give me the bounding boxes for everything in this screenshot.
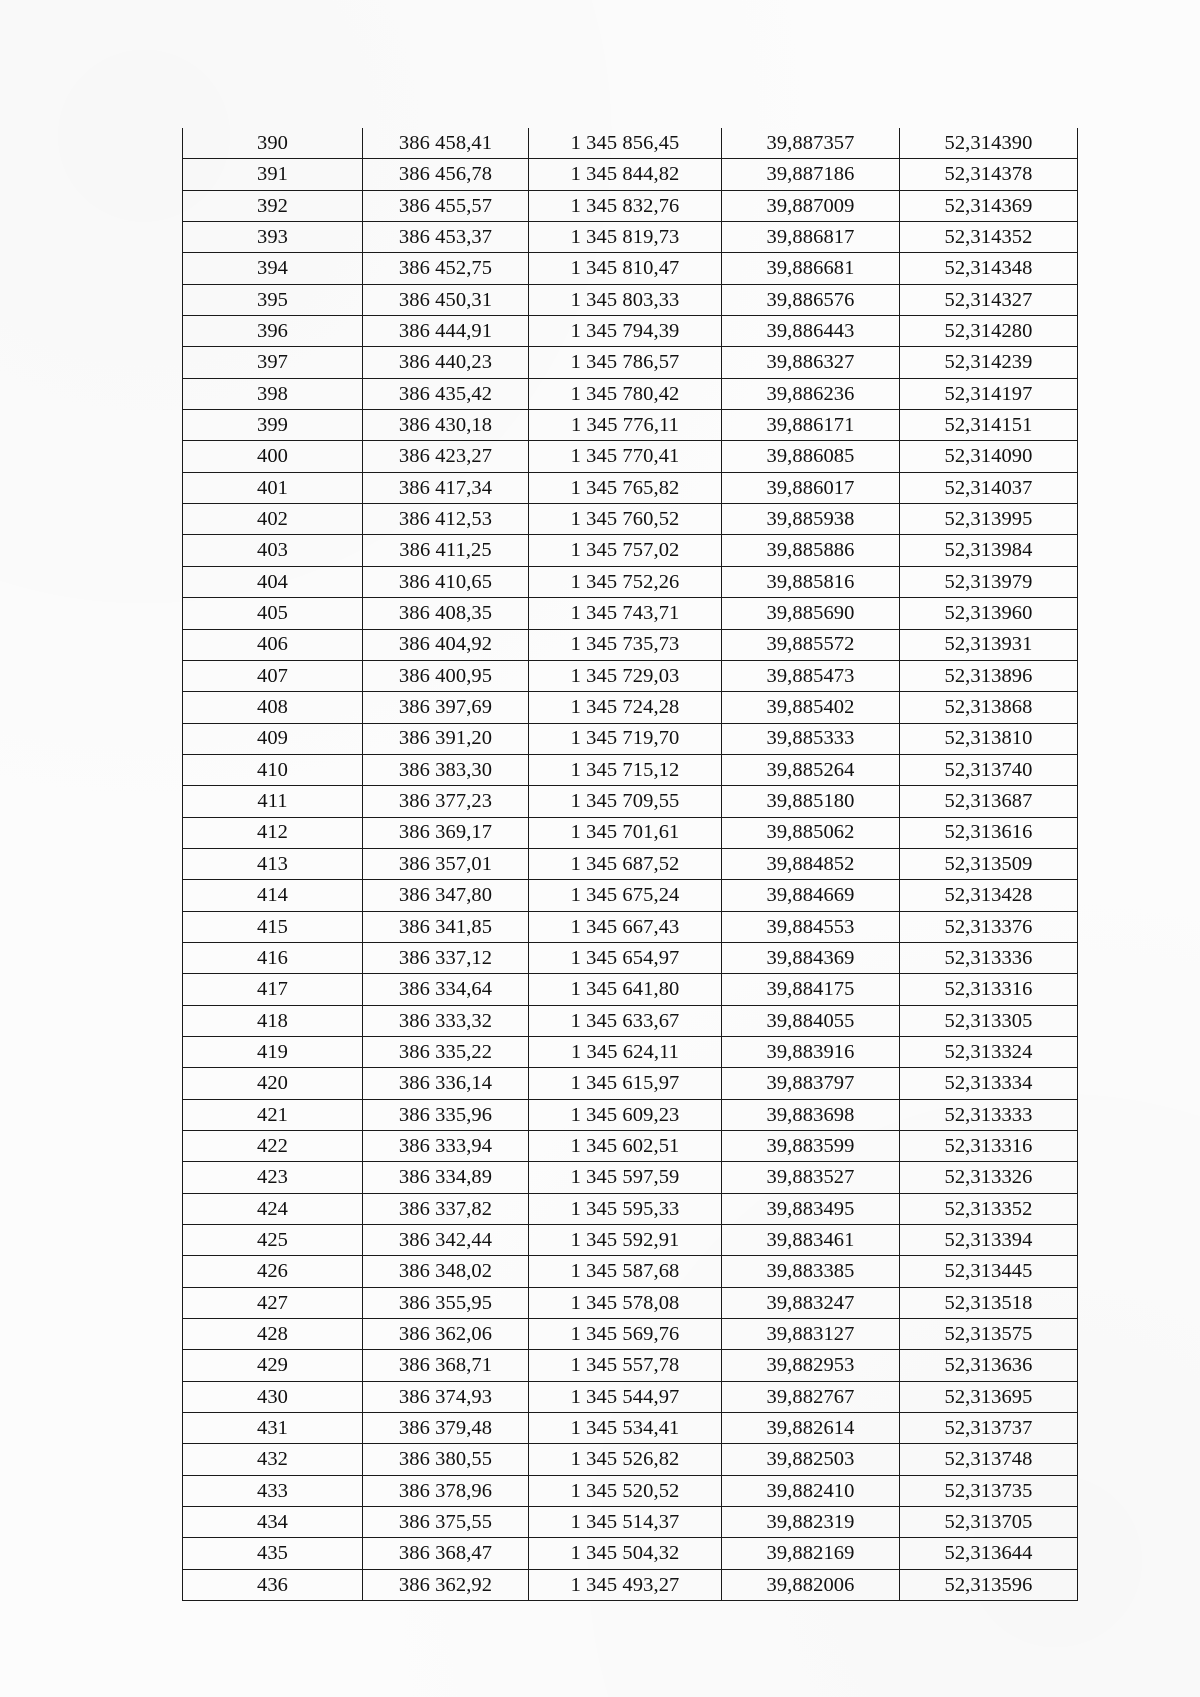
table-row: [183, 253, 1078, 284]
x-coordinate-cell: 386 375,55: [363, 1507, 529, 1538]
table-row: [183, 1444, 1078, 1475]
y-coordinate-cell: 1 345 709,55: [529, 786, 722, 817]
longitude-cell: 39,883127: [722, 1319, 900, 1350]
latitude-cell: 52,314090: [900, 441, 1078, 472]
y-coordinate-cell: 1 345 569,76: [529, 1319, 722, 1350]
y-coordinate-cell: 1 345 724,28: [529, 692, 722, 723]
latitude-cell: 52,313737: [900, 1413, 1078, 1444]
x-coordinate-cell: 386 391,20: [363, 723, 529, 754]
y-coordinate-cell: 1 345 856,45: [529, 128, 722, 159]
table-row: [183, 284, 1078, 315]
x-coordinate-cell: 386 355,95: [363, 1287, 529, 1318]
latitude-cell: 52,313979: [900, 566, 1078, 597]
point-number-cell: 431: [183, 1413, 363, 1444]
longitude-cell: 39,886576: [722, 284, 900, 315]
latitude-cell: 52,313316: [900, 1131, 1078, 1162]
longitude-cell: 39,884553: [722, 911, 900, 942]
x-coordinate-cell: 386 362,06: [363, 1319, 529, 1350]
longitude-cell: 39,886817: [722, 222, 900, 253]
y-coordinate-cell: 1 345 844,82: [529, 159, 722, 190]
y-coordinate-cell: 1 345 715,12: [529, 754, 722, 785]
y-coordinate-cell: 1 345 578,08: [529, 1287, 722, 1318]
latitude-cell: 52,314348: [900, 253, 1078, 284]
longitude-cell: 39,885473: [722, 660, 900, 691]
latitude-cell: 52,313575: [900, 1319, 1078, 1350]
latitude-cell: 52,313518: [900, 1287, 1078, 1318]
table-row: [183, 598, 1078, 629]
point-number-cell: 430: [183, 1381, 363, 1412]
x-coordinate-cell: 386 369,17: [363, 817, 529, 848]
latitude-cell: 52,314327: [900, 284, 1078, 315]
table-row: [183, 1538, 1078, 1569]
longitude-cell: 39,882169: [722, 1538, 900, 1569]
point-number-cell: 394: [183, 253, 363, 284]
longitude-cell: 39,886443: [722, 316, 900, 347]
table-row: [183, 1569, 1078, 1600]
table-row: [183, 222, 1078, 253]
latitude-cell: 52,313509: [900, 848, 1078, 879]
longitude-cell: 39,883698: [722, 1099, 900, 1130]
table-row: [183, 786, 1078, 817]
point-number-cell: 395: [183, 284, 363, 315]
x-coordinate-cell: 386 430,18: [363, 410, 529, 441]
y-coordinate-cell: 1 345 557,78: [529, 1350, 722, 1381]
x-coordinate-cell: 386 455,57: [363, 190, 529, 221]
point-number-cell: 391: [183, 159, 363, 190]
latitude-cell: 52,313596: [900, 1569, 1078, 1600]
latitude-cell: 52,313394: [900, 1225, 1078, 1256]
x-coordinate-cell: 386 335,22: [363, 1036, 529, 1067]
point-number-cell: 417: [183, 974, 363, 1005]
x-coordinate-cell: 386 410,65: [363, 566, 529, 597]
longitude-cell: 39,885886: [722, 535, 900, 566]
latitude-cell: 52,313334: [900, 1068, 1078, 1099]
x-coordinate-cell: 386 335,96: [363, 1099, 529, 1130]
latitude-cell: 52,314280: [900, 316, 1078, 347]
longitude-cell: 39,885938: [722, 504, 900, 535]
y-coordinate-cell: 1 345 587,68: [529, 1256, 722, 1287]
latitude-cell: 52,313324: [900, 1036, 1078, 1067]
latitude-cell: 52,313984: [900, 535, 1078, 566]
table-row: [183, 347, 1078, 378]
table-row: [183, 754, 1078, 785]
longitude-cell: 39,885402: [722, 692, 900, 723]
y-coordinate-cell: 1 345 675,24: [529, 880, 722, 911]
x-coordinate-cell: 386 341,85: [363, 911, 529, 942]
point-number-cell: 416: [183, 942, 363, 973]
y-coordinate-cell: 1 345 520,52: [529, 1475, 722, 1506]
y-coordinate-cell: 1 345 810,47: [529, 253, 722, 284]
point-number-cell: 421: [183, 1099, 363, 1130]
table-row: [183, 974, 1078, 1005]
point-number-cell: 411: [183, 786, 363, 817]
table-row: [183, 1225, 1078, 1256]
point-number-cell: 399: [183, 410, 363, 441]
longitude-cell: 39,887186: [722, 159, 900, 190]
y-coordinate-cell: 1 345 743,71: [529, 598, 722, 629]
x-coordinate-cell: 386 408,35: [363, 598, 529, 629]
table-row: [183, 817, 1078, 848]
longitude-cell: 39,884175: [722, 974, 900, 1005]
y-coordinate-cell: 1 345 701,61: [529, 817, 722, 848]
point-number-cell: 402: [183, 504, 363, 535]
coordinates-table-body: [183, 128, 1078, 1601]
x-coordinate-cell: 386 453,37: [363, 222, 529, 253]
longitude-cell: 39,885062: [722, 817, 900, 848]
table-row: [183, 1256, 1078, 1287]
longitude-cell: 39,886681: [722, 253, 900, 284]
longitude-cell: 39,884852: [722, 848, 900, 879]
x-coordinate-cell: 386 380,55: [363, 1444, 529, 1475]
x-coordinate-cell: 386 374,93: [363, 1381, 529, 1412]
x-coordinate-cell: 386 333,94: [363, 1131, 529, 1162]
point-number-cell: 426: [183, 1256, 363, 1287]
latitude-cell: 52,313810: [900, 723, 1078, 754]
table-row: [183, 1162, 1078, 1193]
x-coordinate-cell: 386 423,27: [363, 441, 529, 472]
latitude-cell: 52,313445: [900, 1256, 1078, 1287]
point-number-cell: 396: [183, 316, 363, 347]
x-coordinate-cell: 386 336,14: [363, 1068, 529, 1099]
point-number-cell: 413: [183, 848, 363, 879]
longitude-cell: 39,885690: [722, 598, 900, 629]
table-row: [183, 1068, 1078, 1099]
table-row: [183, 723, 1078, 754]
longitude-cell: 39,885333: [722, 723, 900, 754]
table-row: [183, 410, 1078, 441]
point-number-cell: 418: [183, 1005, 363, 1036]
latitude-cell: 52,313735: [900, 1475, 1078, 1506]
point-number-cell: 436: [183, 1569, 363, 1600]
table-row: [183, 159, 1078, 190]
x-coordinate-cell: 386 412,53: [363, 504, 529, 535]
point-number-cell: 398: [183, 378, 363, 409]
y-coordinate-cell: 1 345 615,97: [529, 1068, 722, 1099]
y-coordinate-cell: 1 345 735,73: [529, 629, 722, 660]
x-coordinate-cell: 386 458,41: [363, 128, 529, 159]
table-row: [183, 660, 1078, 691]
table-row: [183, 1319, 1078, 1350]
x-coordinate-cell: 386 347,80: [363, 880, 529, 911]
longitude-cell: 39,884055: [722, 1005, 900, 1036]
table-row: [183, 378, 1078, 409]
point-number-cell: 408: [183, 692, 363, 723]
longitude-cell: 39,883461: [722, 1225, 900, 1256]
longitude-cell: 39,885264: [722, 754, 900, 785]
latitude-cell: 52,313868: [900, 692, 1078, 723]
longitude-cell: 39,883916: [722, 1036, 900, 1067]
longitude-cell: 39,882614: [722, 1413, 900, 1444]
y-coordinate-cell: 1 345 770,41: [529, 441, 722, 472]
x-coordinate-cell: 386 397,69: [363, 692, 529, 723]
table-row: [183, 441, 1078, 472]
y-coordinate-cell: 1 345 780,42: [529, 378, 722, 409]
table-row: [183, 1193, 1078, 1224]
longitude-cell: 39,887357: [722, 128, 900, 159]
table-row: [183, 1131, 1078, 1162]
table-row: [183, 128, 1078, 159]
y-coordinate-cell: 1 345 776,11: [529, 410, 722, 441]
y-coordinate-cell: 1 345 595,33: [529, 1193, 722, 1224]
table-row: [183, 1036, 1078, 1067]
point-number-cell: 415: [183, 911, 363, 942]
y-coordinate-cell: 1 345 514,37: [529, 1507, 722, 1538]
y-coordinate-cell: 1 345 819,73: [529, 222, 722, 253]
table-row: [183, 629, 1078, 660]
point-number-cell: 392: [183, 190, 363, 221]
longitude-cell: 39,885180: [722, 786, 900, 817]
latitude-cell: 52,313896: [900, 660, 1078, 691]
y-coordinate-cell: 1 345 765,82: [529, 472, 722, 503]
x-coordinate-cell: 386 452,75: [363, 253, 529, 284]
latitude-cell: 52,313644: [900, 1538, 1078, 1569]
x-coordinate-cell: 386 417,34: [363, 472, 529, 503]
y-coordinate-cell: 1 345 786,57: [529, 347, 722, 378]
point-number-cell: 425: [183, 1225, 363, 1256]
y-coordinate-cell: 1 345 667,43: [529, 911, 722, 942]
table-row: [183, 942, 1078, 973]
y-coordinate-cell: 1 345 752,26: [529, 566, 722, 597]
table-row: [183, 1099, 1078, 1130]
y-coordinate-cell: 1 345 760,52: [529, 504, 722, 535]
longitude-cell: 39,887009: [722, 190, 900, 221]
x-coordinate-cell: 386 400,95: [363, 660, 529, 691]
point-number-cell: 404: [183, 566, 363, 597]
x-coordinate-cell: 386 368,71: [363, 1350, 529, 1381]
point-number-cell: 422: [183, 1131, 363, 1162]
point-number-cell: 410: [183, 754, 363, 785]
latitude-cell: 52,313352: [900, 1193, 1078, 1224]
y-coordinate-cell: 1 345 592,91: [529, 1225, 722, 1256]
latitude-cell: 52,313616: [900, 817, 1078, 848]
y-coordinate-cell: 1 345 609,23: [529, 1099, 722, 1130]
point-number-cell: 435: [183, 1538, 363, 1569]
longitude-cell: 39,884369: [722, 942, 900, 973]
y-coordinate-cell: 1 345 719,70: [529, 723, 722, 754]
y-coordinate-cell: 1 345 832,76: [529, 190, 722, 221]
table-row: [183, 316, 1078, 347]
table-row: [183, 504, 1078, 535]
y-coordinate-cell: 1 345 544,97: [529, 1381, 722, 1412]
longitude-cell: 39,883797: [722, 1068, 900, 1099]
latitude-cell: 52,314239: [900, 347, 1078, 378]
latitude-cell: 52,313336: [900, 942, 1078, 973]
latitude-cell: 52,314369: [900, 190, 1078, 221]
point-number-cell: 423: [183, 1162, 363, 1193]
latitude-cell: 52,313705: [900, 1507, 1078, 1538]
latitude-cell: 52,313428: [900, 880, 1078, 911]
y-coordinate-cell: 1 345 794,39: [529, 316, 722, 347]
y-coordinate-cell: 1 345 654,97: [529, 942, 722, 973]
x-coordinate-cell: 386 404,92: [363, 629, 529, 660]
longitude-cell: 39,882953: [722, 1350, 900, 1381]
x-coordinate-cell: 386 334,89: [363, 1162, 529, 1193]
coordinates-table: [182, 128, 1078, 1601]
y-coordinate-cell: 1 345 729,03: [529, 660, 722, 691]
longitude-cell: 39,883527: [722, 1162, 900, 1193]
longitude-cell: 39,884669: [722, 880, 900, 911]
table-row: [183, 190, 1078, 221]
x-coordinate-cell: 386 333,32: [363, 1005, 529, 1036]
latitude-cell: 52,313376: [900, 911, 1078, 942]
latitude-cell: 52,313931: [900, 629, 1078, 660]
point-number-cell: 407: [183, 660, 363, 691]
y-coordinate-cell: 1 345 493,27: [529, 1569, 722, 1600]
x-coordinate-cell: 386 456,78: [363, 159, 529, 190]
point-number-cell: 433: [183, 1475, 363, 1506]
latitude-cell: 52,313636: [900, 1350, 1078, 1381]
latitude-cell: 52,314151: [900, 410, 1078, 441]
table-row: [183, 1350, 1078, 1381]
table-row: [183, 535, 1078, 566]
latitude-cell: 52,313316: [900, 974, 1078, 1005]
point-number-cell: 428: [183, 1319, 363, 1350]
longitude-cell: 39,882006: [722, 1569, 900, 1600]
longitude-cell: 39,886236: [722, 378, 900, 409]
y-coordinate-cell: 1 345 534,41: [529, 1413, 722, 1444]
latitude-cell: 52,314037: [900, 472, 1078, 503]
y-coordinate-cell: 1 345 687,52: [529, 848, 722, 879]
point-number-cell: 427: [183, 1287, 363, 1318]
longitude-cell: 39,886017: [722, 472, 900, 503]
point-number-cell: 397: [183, 347, 363, 378]
point-number-cell: 390: [183, 128, 363, 159]
longitude-cell: 39,885816: [722, 566, 900, 597]
longitude-cell: 39,885572: [722, 629, 900, 660]
table-row: [183, 1507, 1078, 1538]
point-number-cell: 429: [183, 1350, 363, 1381]
x-coordinate-cell: 386 357,01: [363, 848, 529, 879]
x-coordinate-cell: 386 444,91: [363, 316, 529, 347]
point-number-cell: 403: [183, 535, 363, 566]
x-coordinate-cell: 386 435,42: [363, 378, 529, 409]
latitude-cell: 52,313740: [900, 754, 1078, 785]
point-number-cell: 400: [183, 441, 363, 472]
latitude-cell: 52,314197: [900, 378, 1078, 409]
x-coordinate-cell: 386 337,12: [363, 942, 529, 973]
point-number-cell: 405: [183, 598, 363, 629]
latitude-cell: 52,313695: [900, 1381, 1078, 1412]
y-coordinate-cell: 1 345 597,59: [529, 1162, 722, 1193]
latitude-cell: 52,314378: [900, 159, 1078, 190]
y-coordinate-cell: 1 345 602,51: [529, 1131, 722, 1162]
x-coordinate-cell: 386 411,25: [363, 535, 529, 566]
point-number-cell: 412: [183, 817, 363, 848]
longitude-cell: 39,886327: [722, 347, 900, 378]
x-coordinate-cell: 386 379,48: [363, 1413, 529, 1444]
y-coordinate-cell: 1 345 526,82: [529, 1444, 722, 1475]
longitude-cell: 39,883599: [722, 1131, 900, 1162]
point-number-cell: 414: [183, 880, 363, 911]
point-number-cell: 419: [183, 1036, 363, 1067]
y-coordinate-cell: 1 345 504,32: [529, 1538, 722, 1569]
table-row: [183, 1413, 1078, 1444]
longitude-cell: 39,886085: [722, 441, 900, 472]
x-coordinate-cell: 386 377,23: [363, 786, 529, 817]
table-row: [183, 566, 1078, 597]
y-coordinate-cell: 1 345 641,80: [529, 974, 722, 1005]
point-number-cell: 401: [183, 472, 363, 503]
x-coordinate-cell: 386 383,30: [363, 754, 529, 785]
latitude-cell: 52,313995: [900, 504, 1078, 535]
longitude-cell: 39,882503: [722, 1444, 900, 1475]
point-number-cell: 420: [183, 1068, 363, 1099]
x-coordinate-cell: 386 450,31: [363, 284, 529, 315]
x-coordinate-cell: 386 334,64: [363, 974, 529, 1005]
table-row: [183, 848, 1078, 879]
latitude-cell: 52,314390: [900, 128, 1078, 159]
y-coordinate-cell: 1 345 803,33: [529, 284, 722, 315]
point-number-cell: 424: [183, 1193, 363, 1224]
point-number-cell: 409: [183, 723, 363, 754]
point-number-cell: 434: [183, 1507, 363, 1538]
x-coordinate-cell: 386 337,82: [363, 1193, 529, 1224]
x-coordinate-cell: 386 368,47: [363, 1538, 529, 1569]
table-row: [183, 1287, 1078, 1318]
latitude-cell: 52,313326: [900, 1162, 1078, 1193]
x-coordinate-cell: 386 378,96: [363, 1475, 529, 1506]
table-row: [183, 1475, 1078, 1506]
table-row: [183, 1005, 1078, 1036]
table-row: [183, 1381, 1078, 1412]
table-row: [183, 472, 1078, 503]
table-row: [183, 692, 1078, 723]
point-number-cell: 406: [183, 629, 363, 660]
longitude-cell: 39,882410: [722, 1475, 900, 1506]
point-number-cell: 432: [183, 1444, 363, 1475]
latitude-cell: 52,313960: [900, 598, 1078, 629]
longitude-cell: 39,886171: [722, 410, 900, 441]
longitude-cell: 39,882319: [722, 1507, 900, 1538]
y-coordinate-cell: 1 345 624,11: [529, 1036, 722, 1067]
x-coordinate-cell: 386 362,92: [363, 1569, 529, 1600]
latitude-cell: 52,314352: [900, 222, 1078, 253]
longitude-cell: 39,883385: [722, 1256, 900, 1287]
x-coordinate-cell: 386 342,44: [363, 1225, 529, 1256]
table-row: [183, 880, 1078, 911]
latitude-cell: 52,313333: [900, 1099, 1078, 1130]
longitude-cell: 39,882767: [722, 1381, 900, 1412]
y-coordinate-cell: 1 345 757,02: [529, 535, 722, 566]
latitude-cell: 52,313748: [900, 1444, 1078, 1475]
table-row: [183, 911, 1078, 942]
x-coordinate-cell: 386 440,23: [363, 347, 529, 378]
y-coordinate-cell: 1 345 633,67: [529, 1005, 722, 1036]
latitude-cell: 52,313687: [900, 786, 1078, 817]
latitude-cell: 52,313305: [900, 1005, 1078, 1036]
longitude-cell: 39,883247: [722, 1287, 900, 1318]
x-coordinate-cell: 386 348,02: [363, 1256, 529, 1287]
longitude-cell: 39,883495: [722, 1193, 900, 1224]
point-number-cell: 393: [183, 222, 363, 253]
